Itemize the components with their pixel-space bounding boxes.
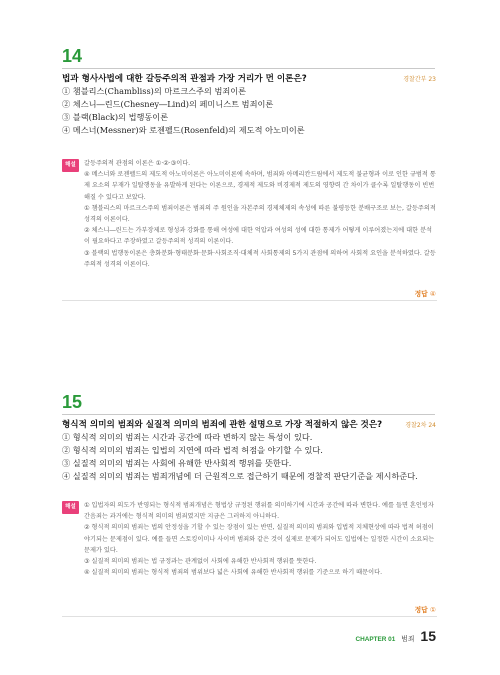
explanation-line: 갈등주의적 관점의 이론은 ①·②·③이다. (84, 160, 191, 167)
option: ② 형식적 의미의 범죄는 입법의 지연에 따라 법적 허점을 야기할 수 있다. (62, 445, 323, 455)
explanation-line: ① 챔블리스의 마르크스주의 범죄이론은 범죄의 주 원인을 자본주의 경제체제의 속성에 따른 불평등한 분배구조로 보는, 갈등주의적 성격의 이론이다. (84, 204, 436, 224)
chapter-label: CHAPTER 01 (355, 636, 396, 643)
divider (62, 414, 435, 415)
explanation-line: ① 입법자의 의도가 반영되는 형식적 범죄개념은 형법상 규정된 행위를 의미하기에 시간과 공간에 따라 변한다. 예를 들면 혼인빙자 간음죄는 과거에는 형식적 의미의 범죄였지만 지금은 그러하지 아니하다. (84, 502, 434, 521)
answer-value: ① (429, 606, 436, 614)
explanation-line: ④ 메스너와 로젠펠드의 제도적 아노미이론은 아노미이론에 속하며, 범죄와 아메리칸드림에서 제도적 불균형과 이로 인한 규범적 통제 요소의 부재가 일탈행동을 유발하게 된다는 이론으로, 경제적 제도와 비경제적 제도의 영향력 간 차이가 클수록 일탈행동이 빈번해질 수 있다고 보았다. (84, 171, 436, 201)
explanation (62, 500, 437, 578)
divider (62, 616, 437, 617)
option: ④ 메스너(Messner)와 로젠펠드(Rosenfeld)의 제도적 아노미이론 (62, 125, 305, 135)
explanation-badge: 해설 (62, 501, 79, 514)
divider (62, 300, 437, 301)
question-number: 15 (62, 392, 83, 412)
explanation-line: ③ 블랙의 법행동이론은 층화분화·형태분화·문화·사회조직·대체적 사회통제의 5가지 관점에 의하여 사회적 요인을 분석하였다. 갈등주의적 성격의 이론이다. (84, 249, 436, 268)
explanation-line: ④ 실질적 의미의 범죄는 형식적 범죄의 범위보다 넓은 사회에 유해한 반사회적 행위를 기준으로 하기 때문이다. (84, 569, 383, 577)
page-footer (356, 628, 437, 644)
explanation (62, 158, 437, 270)
explanation-line: ② 체스니―린드는 가부장제로 형성과 강화를 통해 여성에 대한 억압과 여성의 성에 대한 통제가 어떻게 이루어졌는지에 대한 분석이 필요하다고 주장하였고 갈등주의적 성격의 이론이다. (84, 227, 433, 246)
question-number: 14 (62, 46, 83, 66)
option: ③ 실질적 의미의 범죄는 사회에 유해한 반사회적 행위를 뜻한다. (62, 458, 292, 468)
question-title: 법과 형사사법에 대한 갈등주의적 관점과 가장 거리가 먼 이론은? (62, 74, 307, 84)
answer-label: 정답 (414, 290, 428, 298)
question-title: 형식적 의미의 범죄와 실질적 의미의 범죄에 관한 설명으로 가장 적절하지 않은 것은? (62, 420, 383, 430)
option: ① 형식적 의미의 범죄는 시간과 공간에 따라 변하지 않는 특성이 있다. (62, 432, 313, 442)
options-list (62, 85, 442, 137)
option: ③ 블랙(Black)의 법행동이론 (62, 112, 169, 122)
page-number: 15 (420, 628, 436, 644)
explanation-line: ② 형식적 의미의 범죄는 법의 안정성을 기할 수 있는 장점이 있는 반면, 실질적 의미의 범죄와 입법적 지체현상에 따라 법적 허점이 야기되는 문제점이 있다. 예를 들면 스토킹이미나 사이버 범죄와 같은 것이 실제로 문제가 되어도 입법에는 일정한 시간이 소요되는 문제가 있다. (84, 524, 435, 554)
question-source: 경찰간부 23 (403, 76, 436, 83)
category-label: 범죄 (401, 635, 415, 643)
option: ④ 실질적 의미의 범죄는 범죄개념에 더 근원적으로 접근하기 때문에 경찰적 판단기준을 제시하준다. (62, 471, 418, 481)
answer-label: 정답 (414, 606, 428, 614)
option: ② 체스니―린드(Chesney―Lind)의 페미니스트 범죄이론 (62, 99, 274, 109)
option: ① 챔블리스(Chambliss)의 마르크스주의 범죄이론 (62, 86, 247, 96)
answer-value: ④ (429, 290, 436, 298)
options-list (62, 431, 442, 483)
explanation-badge: 해설 (62, 159, 79, 172)
divider (62, 68, 435, 69)
answer (415, 288, 436, 298)
answer (415, 604, 436, 614)
question-source: 경찰2차 24 (405, 422, 436, 429)
explanation-line: ③ 실질적 의미의 범죄는 법 규정과는 관계없이 사회에 유해한 반사회적 행위를 뜻한다. (84, 558, 317, 566)
